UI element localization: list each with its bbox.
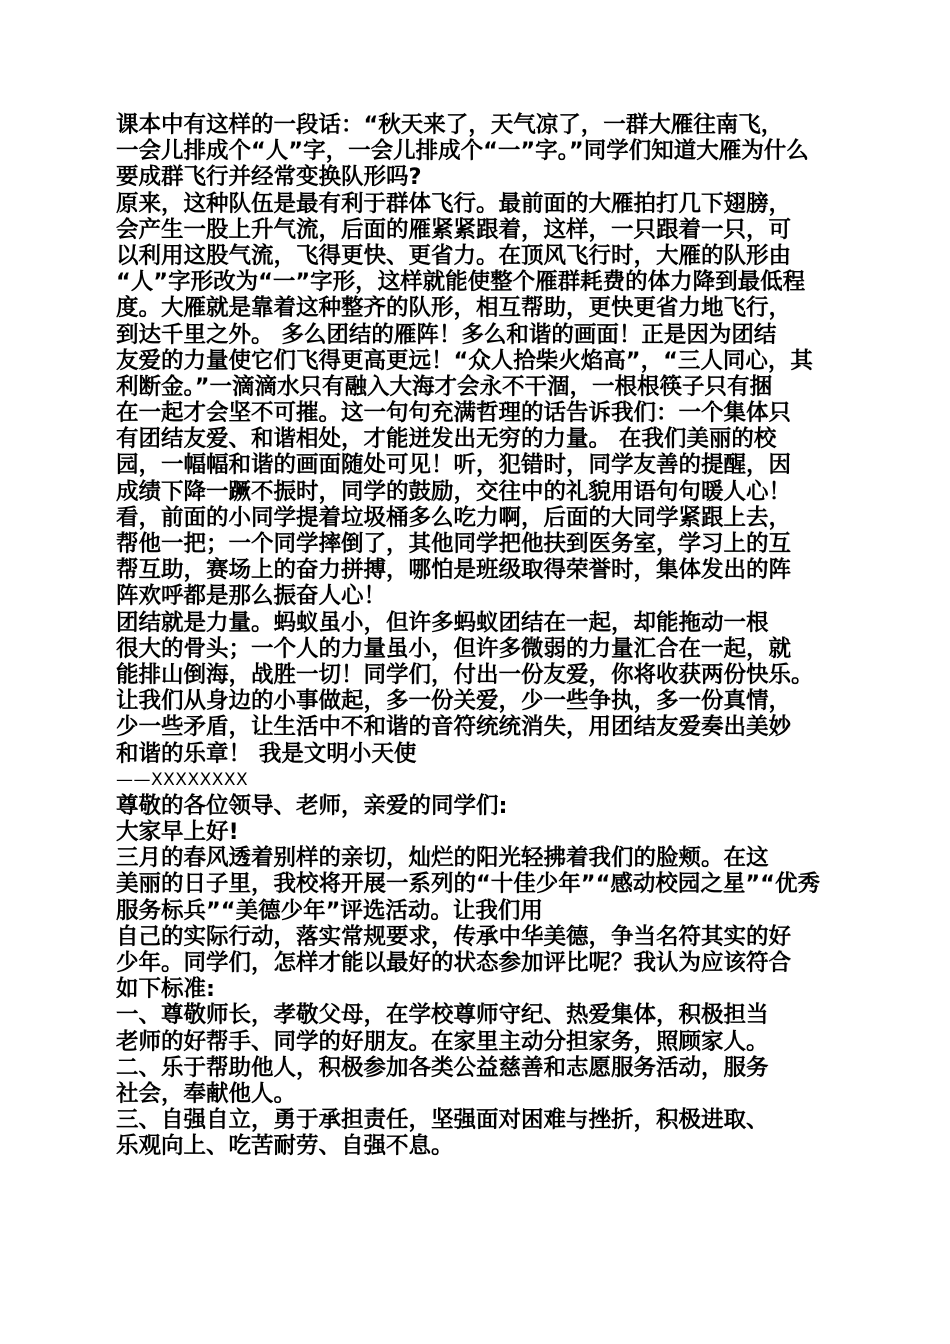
- text-line: 度。大雁就是靠着这种整齐的队形，相互帮助，更快更省力地飞行，: [116, 295, 792, 322]
- text-line: 一、尊敬师长，孝敬父母，在学校尊师守纪、热爱集体，积极担当: [116, 1002, 769, 1029]
- text-line: 能排山倒海，战胜一切！同学们，付出一份友爱，你将收获两份快乐。: [116, 661, 814, 688]
- text-line: 大家早上好!: [116, 819, 239, 846]
- text-line: 乐观向上、吃苦耐劳、自强不息。: [116, 1133, 454, 1160]
- text-line: 一会儿排成个“人”字，一会儿排成个“一”字。”同学们知道大雁为什么: [116, 138, 809, 165]
- text-line: 美丽的日子里，我校将开展一系列的“十佳少年”“感动校园之星”“优秀: [116, 871, 820, 898]
- document-body: [116, 112, 856, 1160]
- text-line: 看，前面的小同学提着垃圾桶多么吃力啊，后面的大同学紧跟上去，: [116, 504, 792, 531]
- text-line: 尊敬的各位领导、老师，亲爱的同学们:: [116, 792, 508, 819]
- text-line: 园，一幅幅和谐的画面随处可见！听，犯错时，同学友善的提醒，因: [116, 452, 792, 479]
- text-line: 利断金。”一滴滴水只有融入大海才会永不干涸，一根根筷子只有捆: [116, 373, 773, 400]
- text-line: 三、自强自立，勇于承担责任，坚强面对困难与挫折，积极进取、: [116, 1107, 769, 1134]
- text-line: 会产生一股上升气流，后面的雁紧紧跟着，这样，一只跟着一只，可: [116, 216, 792, 243]
- text-line: 少年。同学们，怎样才能以最好的状态参加评比呢？我认为应该符合: [116, 950, 792, 976]
- text-line: 三月的春风透着别样的亲切，灿烂的阳光轻拂着我们的脸颊。在这: [116, 845, 769, 872]
- text-line: 如下标准:: [116, 976, 215, 1003]
- text-line: 服务标兵”“美德少年”评选活动。让我们用: [116, 897, 543, 924]
- text-line: 让我们从身边的小事做起，多一份关爱，少一些争执，多一份真情，: [116, 688, 792, 715]
- text-line: 帮互助，赛场上的奋力拼搏，哪怕是班级取得荣誉时，集体发出的阵: [116, 557, 792, 584]
- text-line: 团结就是力量。蚂蚁虽小，但许多蚂蚁团结在一起，却能拖动一根: [116, 609, 769, 636]
- text-line: 少一些矛盾，让生活中不和谐的音符统统消失，用团结友爱奏出美妙: [116, 714, 792, 741]
- text-line: 帮他一把；一个同学摔倒了，其他同学把他扶到医务室，学习上的互: [116, 531, 792, 557]
- text-line: 课本中有这样的一段话：“秋天来了，天气凉了，一群大雁往南飞，: [116, 112, 784, 138]
- text-line: 在一起才会坚不可摧。这一句句充满哲理的话告诉我们：一个集体只: [116, 400, 792, 427]
- text-line: 自己的实际行动，落实常规要求，传承中华美德，争当名符其实的好: [116, 923, 792, 950]
- text-line: 原来，这种队伍是最有利于群体飞行。最前面的大雁拍打几下翅膀，: [116, 190, 792, 217]
- text-line: 有团结友爱、和谐相处，才能迸发出无穷的力量。 在我们美丽的校: [116, 426, 777, 453]
- text-line: 要成群飞行并经常变换队形吗?: [116, 164, 422, 191]
- text-line: “人”字形改为“一”字形，这样就能使整个雁群耗费的体力降到最低程: [116, 269, 806, 296]
- text-line: 社会，奉献他人。: [116, 1080, 297, 1107]
- text-line: 到达千里之外。 多么团结的雁阵！多么和谐的画面！正是因为团结: [116, 321, 777, 348]
- text-line: 以利用这股气流，飞得更快、更省力。在顶风飞行时，大雁的队形由: [116, 242, 792, 269]
- text-line: 和谐的乐章！ 我是文明小天使: [116, 740, 417, 767]
- text-line: 友爱的力量使它们飞得更高更远！“众人拾柴火焰高”，“三人同心，其: [116, 347, 813, 374]
- signoff-line: ——XXXXXXXX: [116, 769, 249, 790]
- text-line: 很大的骨头；一个人的力量虽小，但许多微弱的力量汇合在一起，就: [116, 635, 792, 662]
- text-line: 阵欢呼都是那么振奋人心！: [116, 583, 387, 610]
- text-line: 老师的好帮手、同学的好朋友。在家里主动分担家务，照顾家人。: [116, 1028, 769, 1055]
- text-line: 成绩下降一蹶不振时，同学的鼓励，交往中的礼貌用语句句暖人心！: [116, 478, 792, 505]
- text-line: 二、乐于帮助他人，积极参加各类公益慈善和志愿服务活动，服务: [116, 1054, 769, 1081]
